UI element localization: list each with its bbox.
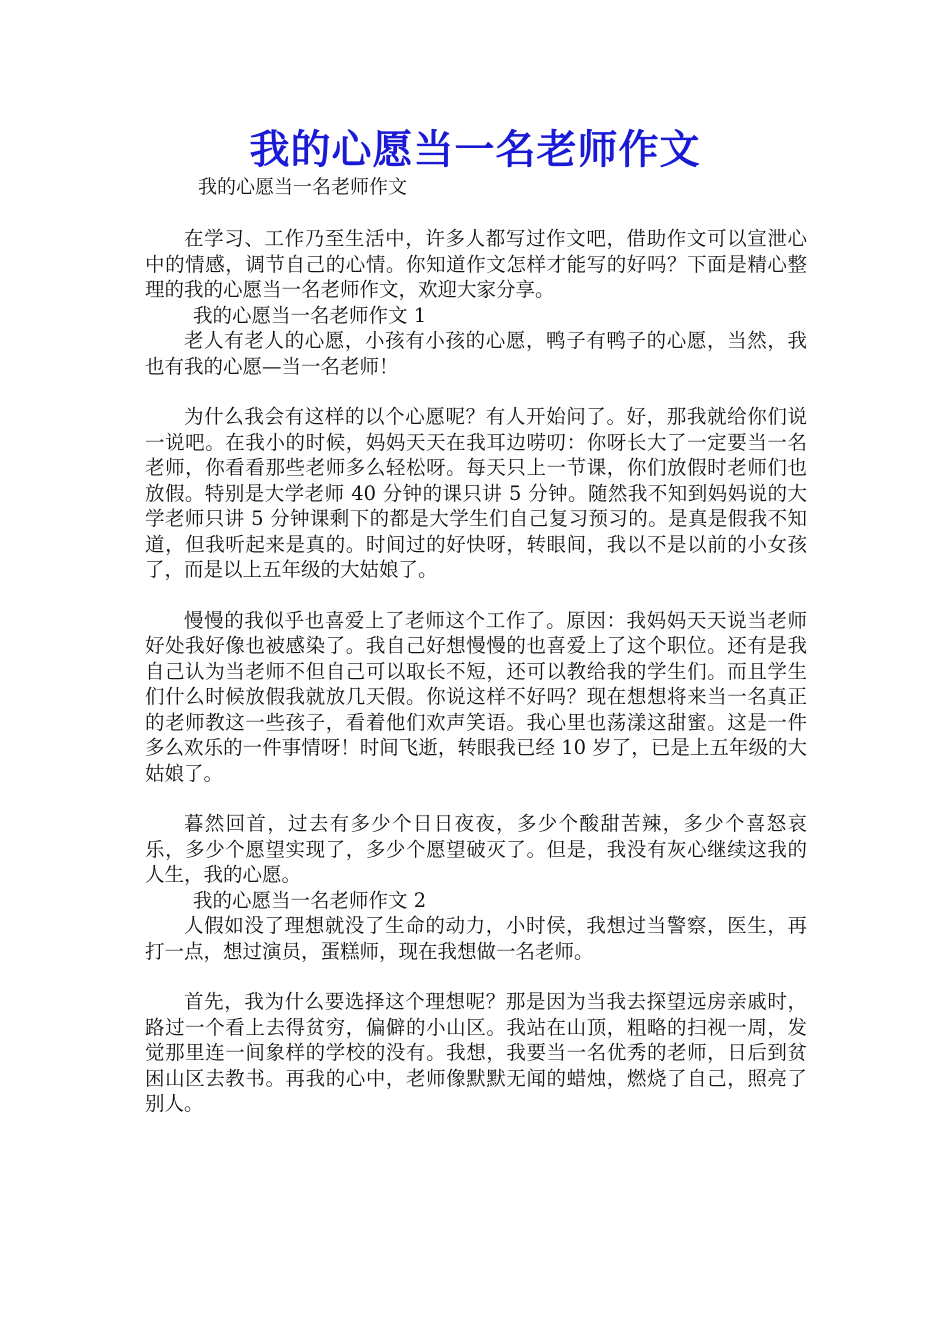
essay-1-paragraph: 慢慢的我似乎也喜爱上了老师这个工作了。原因：我妈妈天天说当老师好处我好像也被感染了。我自己好想慢慢的也喜爱上了这个职位。还有是我自己认为当老师不但自己可以取长不短，还可以教给我的学生们。而且学生们什么时候放假我就放几天假。你说这样不好吗？现在想想将来当一名真正的老师教这一些孩子，看着他们欢声笑语。我心里也荡漾这甜蜜。这是一件多么欢乐的一件事情呀！时间飞逝，转眼我已经 10 岁了，已是上五年级的大姑娘了。 bbox=[145, 608, 807, 785]
document-title: 我的心愿当一名老师作文 bbox=[249, 127, 701, 173]
document-subtitle: 我的心愿当一名老师作文 bbox=[198, 176, 408, 198]
essay-1-paragraph: 暮然回首，过去有多少个日日夜夜，多少个酸甜苦辣，多少个喜怒哀乐，多少个愿望实现了，多少个愿望破灭了。但是，我没有灰心继续这我的人生，我的心愿。 bbox=[145, 812, 807, 886]
essay-1-paragraph: 老人有老人的心愿，小孩有小孩的心愿，鸭子有鸭子的心愿，当然，我也有我的心愿—当一名老师！ bbox=[145, 329, 807, 378]
essay-1-paragraph: 为什么我会有这样的以个心愿呢？有人开始问了。好，那我就给你们说一说吧。在我小的时候，妈妈天天在我耳边唠叨：你呀长大了一定要当一名老师，你看看那些老师多么轻松呀。每天只上一节课，你们放假时老师们也放假。特别是大学老师 40 分钟的课只讲 5 分钟。随然我不知到妈妈说的大学老师只讲 5 分钟课剩下的都是大学生们自己复习预习的。是真是假我不知道，但我听起来是真的。时间过的好快呀，转眼间，我以不是以前的小女孩了，而是以上五年级的大姑娘了。 bbox=[145, 405, 807, 581]
essay-1-heading: 我的心愿当一名老师作文 1 bbox=[193, 303, 427, 327]
essay-2-heading: 我的心愿当一名老师作文 2 bbox=[193, 888, 427, 912]
essay-2-paragraph: 人假如没了理想就没了生命的动力，小时侯，我想过当警察，医生，再打一点，想过演员，蛋糕师，现在我想做一名老师。 bbox=[145, 914, 807, 963]
document-body bbox=[145, 226, 807, 1117]
essay-2-paragraph: 首先，我为什么要选择这个理想呢？那是因为当我去探望远房亲戚时，路过一个看上去得贫穷，偏僻的小山区。我站在山顶，粗略的扫视一周，发觉那里连一间象样的学校的没有。我想，我要当一名优秀的老师，日后到贫困山区去教书。再我的心中，老师像默默无闻的蜡烛，燃烧了自己，照亮了别人。 bbox=[145, 990, 807, 1115]
intro-paragraph: 在学习、工作乃至生活中，许多人都写过作文吧，借助作文可以宣泄心中的情感，调节自己的心情。你知道作文怎样才能写的好吗？下面是精心整理的我的心愿当一名老师作文，欢迎大家分享。 bbox=[145, 227, 807, 301]
